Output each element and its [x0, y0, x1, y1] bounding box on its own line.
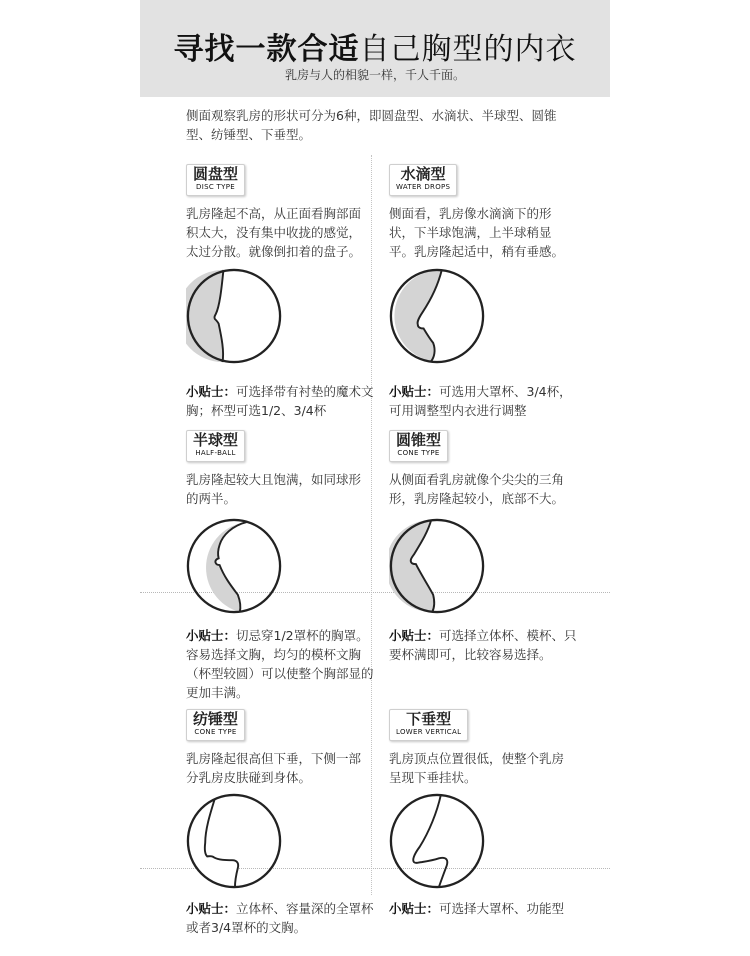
cone-breast-diagram [389, 518, 485, 614]
type-tag [186, 430, 245, 462]
tip-text: 可选用大罩杯、3/4杯，可用调整型内衣进行调整 [389, 384, 572, 418]
type-name: 水滴型 [400, 165, 446, 183]
tip-label: 小贴士： [186, 628, 237, 643]
type-tag [186, 164, 245, 196]
tip-text: 可选择带有衬垫的魔术文胸；杯型可选1/2、3/4杯 [186, 384, 374, 418]
type-tag [186, 709, 245, 741]
spindle-breast-diagram [186, 793, 282, 889]
tip-label: 小贴士： [186, 901, 237, 916]
type-description: 乳房隆起不高，从正面看胸部面积太大，没有集中收拢的感觉，太过分散。就像倒扣着的盘子。 [186, 206, 362, 259]
tip-label: 小贴士： [389, 628, 440, 643]
type-description: 侧面看，乳房像水滴滴下的形状，下半球饱满，上半球稍显平。乳房隆起适中，稍有垂感。 [389, 206, 565, 259]
page-title [140, 24, 610, 68]
type-tip [186, 626, 376, 702]
page-subtitle: 乳房与人的相貌一样，千人千面。 [284, 68, 465, 82]
type-description: 乳房隆起较大且饱满，如同球形的两半。 [186, 472, 362, 506]
water-drop-breast-diagram [389, 268, 485, 364]
type-name: 半球型 [193, 431, 239, 449]
type-tip [186, 899, 376, 937]
tip-label: 小贴士： [389, 901, 440, 916]
type-tag [389, 709, 468, 741]
tip-text: 切忌穿1/2罩杯的胸罩。容易选择文胸，均匀的模杯文胸（杯型较圆）可以使整个胸部显的更加丰满。 [186, 628, 374, 700]
type-name: 纺锤型 [193, 710, 239, 728]
type-tag [389, 164, 457, 196]
tip-label: 小贴士： [186, 384, 237, 399]
title-bold: 寻找一款合适 [173, 32, 360, 67]
intro-text: 侧面观察乳房的形状可分为6种，即圆盘型、水滴状、半球型、圆锥型、纺锤型、下垂型。 [186, 108, 557, 142]
disc-breast-diagram [186, 268, 282, 364]
tip-text: 立体杯、容量深的全罩杯或者3/4罩杯的文胸。 [186, 901, 374, 935]
title-normal: 自己胸型的内衣 [359, 32, 577, 67]
type-tag [389, 430, 448, 462]
type-tip [389, 626, 579, 664]
type-tip [389, 382, 579, 420]
header-banner [140, 0, 610, 97]
type-english: WATER DROPS [396, 183, 451, 191]
type-name: 下垂型 [406, 710, 452, 728]
lower-vertical-breast-diagram [389, 793, 485, 889]
type-english: DISC TYPE [196, 183, 235, 191]
tip-text: 可选择立体杯、模杯、只要杯满即可，比较容易选择。 [389, 628, 577, 662]
type-description: 从侧面看乳房就像个尖尖的三角形，乳房隆起较小，底部不大。 [389, 472, 565, 506]
tip-label: 小贴士： [389, 384, 440, 399]
half-ball-breast-diagram [186, 518, 282, 614]
type-english: CONE TYPE [194, 728, 237, 736]
type-description: 乳房顶点位置很低，使整个乳房呈现下垂挂状。 [389, 751, 565, 785]
type-name: 圆盘型 [193, 165, 239, 183]
type-english: LOWER VERTICAL [396, 728, 462, 736]
type-english: CONE TYPE [397, 449, 440, 457]
tip-text: 可选择大罩杯、功能型 [439, 901, 565, 916]
type-description: 乳房隆起很高但下垂，下侧一部分乳房皮肤碰到身体。 [186, 751, 362, 785]
type-english: HALF-BALL [195, 449, 236, 457]
type-name: 圆锥型 [396, 431, 442, 449]
type-tip [389, 899, 579, 918]
column-divider [371, 155, 372, 895]
type-tip [186, 382, 376, 420]
